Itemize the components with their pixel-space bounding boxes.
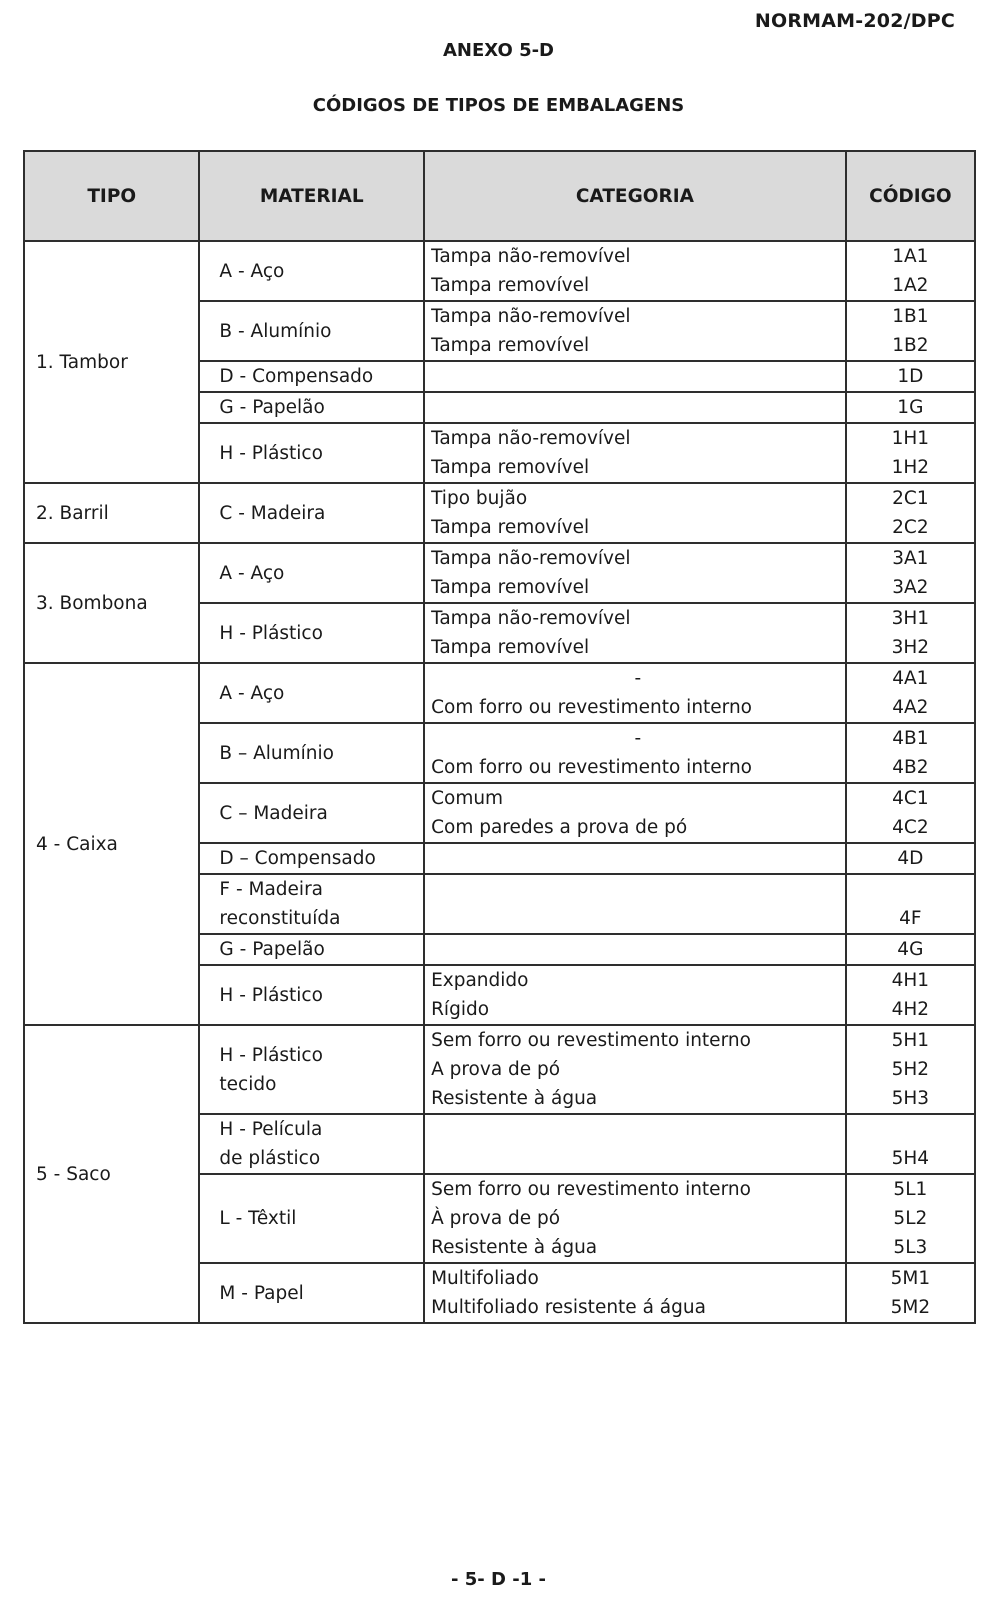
table-row — [24, 483, 975, 543]
codigo-line: 1A2 — [892, 275, 929, 296]
codigo-line: 1H1 — [891, 428, 930, 449]
codigo-cell — [846, 663, 975, 723]
codigo-line: 1B1 — [892, 306, 929, 327]
categoria-line: Com forro ou revestimento interno — [431, 757, 753, 778]
codigo-cell — [846, 1174, 975, 1263]
codigo-line: 1G — [897, 397, 924, 418]
codigo-line: 4C1 — [892, 788, 929, 809]
material-cell: D - Compensado — [199, 361, 424, 392]
codigo-cell — [846, 361, 975, 392]
material-line: H - Plástico — [219, 1044, 323, 1066]
codigo-line: 5H1 — [891, 1030, 930, 1051]
material-cell: A - Aço — [199, 543, 424, 603]
codigo-line: 3H2 — [891, 637, 930, 658]
categoria-cell — [424, 423, 846, 483]
material-cell — [199, 1114, 424, 1174]
material-cell: H - Plástico — [199, 965, 424, 1025]
material-cell: A - Aço — [199, 663, 424, 723]
codigo-cell — [846, 1263, 975, 1323]
categoria-line: Com forro ou revestimento interno — [431, 697, 753, 718]
categoria-line — [431, 875, 845, 904]
codigo-line — [847, 1115, 974, 1144]
categoria-cell — [424, 1114, 846, 1174]
codigo-line: 5H2 — [891, 1059, 930, 1080]
codigo-cell — [846, 392, 975, 423]
tipo-cell: 5 - Saco — [24, 1025, 199, 1323]
codigo-cell — [846, 783, 975, 843]
table-row — [24, 663, 975, 723]
categoria-line: Expandido — [431, 970, 529, 991]
categoria-line: Comum — [431, 788, 504, 809]
table-row — [24, 241, 975, 301]
page-title: CÓDIGOS DE TIPOS DE EMBALAGENS — [312, 95, 685, 116]
column-header-categoria: CATEGORIA — [424, 151, 846, 241]
categoria-line: - — [634, 728, 642, 749]
codigo-line: 5M1 — [890, 1268, 931, 1289]
categoria-cell — [424, 603, 846, 663]
codigo-line — [847, 875, 974, 904]
categoria-cell — [424, 783, 846, 843]
material-cell: G - Papelão — [199, 392, 424, 423]
table-header-row — [24, 151, 975, 241]
codigo-line: 2C2 — [892, 517, 929, 538]
material-cell: C – Madeira — [199, 783, 424, 843]
codigo-cell — [846, 843, 975, 874]
categoria-cell — [424, 301, 846, 361]
categoria-line: Tampa removível — [431, 637, 590, 658]
tipo-cell: 4 - Caixa — [24, 663, 199, 1025]
categoria-line: Tampa removível — [431, 335, 590, 356]
codigo-line: 1D — [897, 366, 924, 387]
categoria-line: Tampa não-removível — [431, 608, 631, 629]
material-line: F - Madeira — [219, 879, 324, 900]
codigo-cell — [846, 241, 975, 301]
codigo-line: 5L2 — [893, 1208, 928, 1229]
codigo-line: 2C1 — [892, 488, 929, 509]
categoria-line: Resistente à água — [431, 1237, 598, 1258]
categoria-line — [431, 844, 845, 873]
codigo-cell — [846, 543, 975, 603]
codigo-line: 5L3 — [893, 1237, 928, 1258]
categoria-cell — [424, 934, 846, 965]
table-row — [24, 1025, 975, 1114]
categoria-line: Multifoliado resistente á água — [431, 1297, 706, 1318]
table-body — [24, 241, 975, 1323]
codigo-cell — [846, 965, 975, 1025]
table-row — [24, 543, 975, 603]
categoria-cell — [424, 663, 846, 723]
categoria-line: A prova de pó — [431, 1059, 561, 1080]
material-cell: D – Compensado — [199, 843, 424, 874]
categoria-line: Tampa removível — [431, 517, 590, 538]
categoria-line: Tampa não-removível — [431, 306, 631, 327]
codigo-line: 4A1 — [892, 668, 929, 689]
categoria-line — [431, 362, 845, 391]
codigo-line: 4F — [899, 908, 922, 929]
codigo-line: 4B2 — [892, 757, 929, 778]
categoria-line — [431, 1144, 845, 1173]
categoria-cell — [424, 361, 846, 392]
codigo-line: 3H1 — [891, 608, 930, 629]
codigo-cell — [846, 603, 975, 663]
codigo-cell — [846, 423, 975, 483]
codigo-line: 1H2 — [891, 457, 930, 478]
categoria-line — [431, 935, 845, 964]
categoria-cell — [424, 1263, 846, 1323]
document-code: NORMAM-202/DPC — [754, 10, 955, 32]
codigo-line: 4H2 — [891, 999, 930, 1020]
material-cell: H - Plástico — [199, 423, 424, 483]
categoria-line: À prova de pó — [431, 1208, 561, 1229]
material-cell: H - Plástico — [199, 603, 424, 663]
categoria-line: Sem forro ou revestimento interno — [431, 1179, 751, 1200]
codigo-line: 3A1 — [892, 548, 929, 569]
codigo-line: 5H3 — [891, 1088, 930, 1109]
codigo-cell — [846, 874, 975, 934]
column-header-tipo: TIPO — [24, 151, 199, 241]
material-cell: B – Alumínio — [199, 723, 424, 783]
codigo-line: 4B1 — [892, 728, 929, 749]
categoria-cell — [424, 392, 846, 423]
categoria-cell — [424, 1025, 846, 1114]
categoria-cell — [424, 843, 846, 874]
codigo-cell — [846, 301, 975, 361]
packaging-codes-table — [23, 150, 976, 1324]
categoria-line: Resistente à água — [431, 1088, 598, 1109]
categoria-cell — [424, 723, 846, 783]
categoria-line: Tampa não-removível — [431, 428, 631, 449]
material-line: H - Película — [219, 1119, 323, 1140]
categoria-cell — [424, 483, 846, 543]
material-line: de plástico — [219, 1148, 321, 1169]
codigo-line: 1B2 — [892, 335, 929, 356]
codigo-line: 4G — [897, 939, 924, 960]
material-cell: L - Têxtil — [199, 1174, 424, 1263]
categoria-line — [431, 393, 845, 422]
codigo-line: 4H1 — [891, 970, 930, 991]
categoria-line: Tampa não-removível — [431, 548, 631, 569]
material-cell — [199, 874, 424, 934]
categoria-line: Tipo bujão — [431, 488, 528, 509]
material-line: reconstituída — [219, 908, 341, 929]
material-cell: B - Alumínio — [199, 301, 424, 361]
categoria-line: Tampa removível — [431, 577, 590, 598]
codigo-line: 1A1 — [892, 246, 929, 267]
codigo-cell — [846, 1114, 975, 1174]
codigo-cell — [846, 483, 975, 543]
page-number: - 5- D -1 - — [451, 1569, 546, 1590]
categoria-line: - — [634, 668, 642, 689]
tipo-cell: 1. Tambor — [24, 241, 199, 483]
codigo-line: 5L1 — [893, 1179, 928, 1200]
categoria-line: Com paredes a prova de pó — [431, 817, 688, 838]
material-cell: G - Papelão — [199, 934, 424, 965]
codigo-line: 5M2 — [890, 1297, 931, 1318]
categoria-cell — [424, 965, 846, 1025]
categoria-cell — [424, 543, 846, 603]
codigo-line: 4A2 — [892, 697, 929, 718]
categoria-line: Tampa removível — [431, 275, 590, 296]
material-cell — [199, 1025, 424, 1114]
codigo-line: 4C2 — [892, 817, 929, 838]
codigo-cell — [846, 1025, 975, 1114]
codigo-line: 5H4 — [891, 1148, 930, 1169]
material-cell: M - Papel — [199, 1263, 424, 1323]
annex-title: ANEXO 5-D — [442, 40, 555, 61]
categoria-line: Tampa não-removível — [431, 246, 631, 267]
categoria-line: Multifoliado — [431, 1268, 539, 1289]
tipo-cell: 3. Bombona — [24, 543, 199, 663]
column-header-material: MATERIAL — [199, 151, 424, 241]
categoria-cell — [424, 874, 846, 934]
codigo-cell — [846, 934, 975, 965]
codigo-line: 3A2 — [892, 577, 929, 598]
categoria-line — [431, 904, 845, 933]
material-cell: A - Aço — [199, 241, 424, 301]
column-header-codigo: CÓDIGO — [846, 151, 975, 241]
categoria-cell — [424, 1174, 846, 1263]
categoria-line: Tampa removível — [431, 457, 590, 478]
tipo-cell: 2. Barril — [24, 483, 199, 543]
categoria-line: Rígido — [431, 999, 490, 1020]
codigo-cell — [846, 723, 975, 783]
categoria-line: Sem forro ou revestimento interno — [431, 1030, 751, 1051]
categoria-cell — [424, 241, 846, 301]
material-line: tecido — [219, 1073, 277, 1095]
codigo-line: 4D — [897, 848, 924, 869]
categoria-line — [431, 1115, 845, 1144]
material-cell: C - Madeira — [199, 483, 424, 543]
